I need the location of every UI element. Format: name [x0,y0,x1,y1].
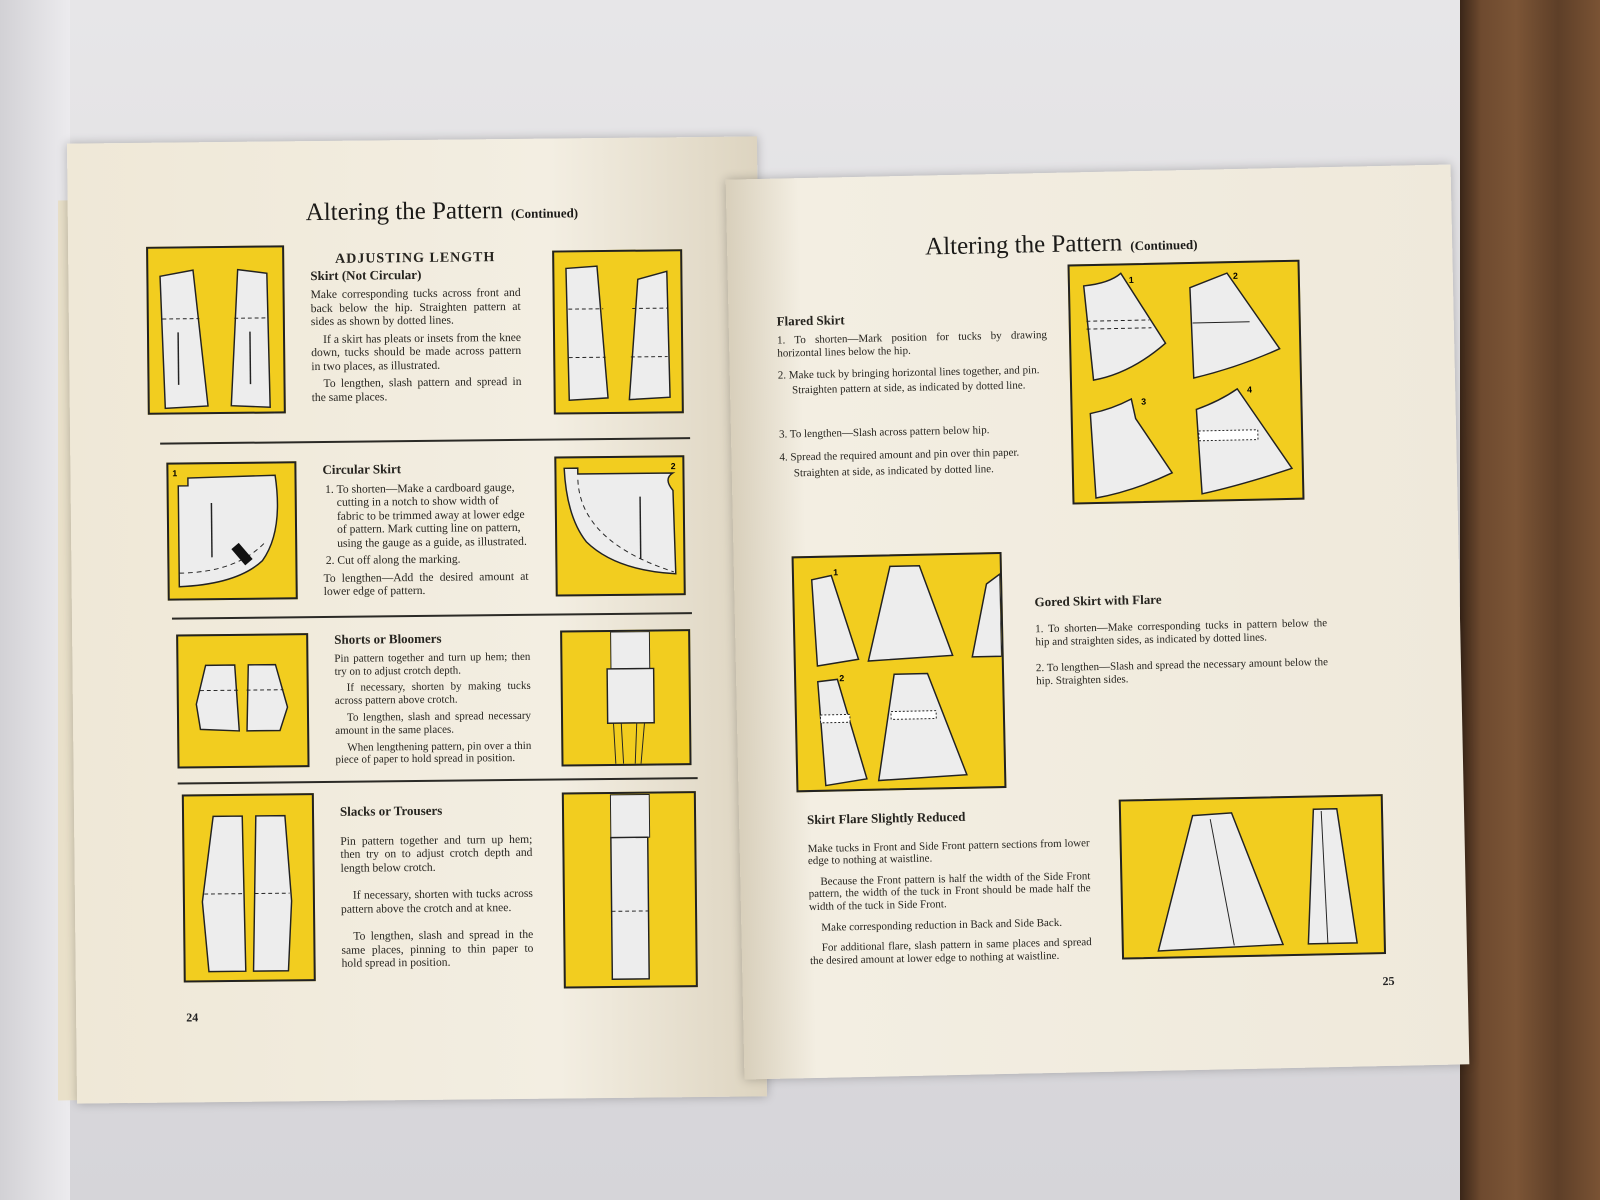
paragraph: Make tucks in Front and Side Front pattern sections from lower edge to nothing at waistline. [807,836,1090,868]
illustration-shorts-pattern [176,633,309,768]
section-subheading: Flared Skirt [776,312,845,329]
section-subheading: Skirt Flare Slightly Reduced [806,808,966,828]
step-item: 2. Cut off along the marking. [337,552,528,567]
page-title [306,196,579,227]
illustration-slacks-pattern [182,793,316,982]
page-number: 25 [1382,973,1395,989]
section-divider [178,777,698,784]
paragraph: If a skirt has pleats or insets from the knee down, tucks should be made across pattern in two places, as illustrated. [311,330,522,373]
section-shorts-or-bloomers [334,632,531,771]
illustration-skirt-two-tucks [552,249,684,414]
step-text: To shorten—Make corresponding tucks in pattern below the hip and straighten sides, as indicated by dotted lines. [1035,616,1328,649]
page-number: 24 [186,1010,199,1025]
section-subheading: Circular Skirt [322,461,402,477]
paragraph: Make corresponding reduction in Back and Side Back. [821,916,1063,934]
section-flared-skirt: Flared Skirt 1. To shorten—Mark position for tucks by drawing horizontal lines below the hip. 2. Make tuck by bringing horizontal lines together, and pin. Straighten pattern at side, as indicated by dotted line. 3. To lengthen—Slash across pattern below hip. 4. Spread the required amount and pin over thin paper. Straighten at side, as indicated by dotted line. [776,309,1050,485]
step-text: Make tuck by bringing horizontal lines together, and pin. [788,363,1040,381]
section-heading: ADJUSTING LENGTH [334,250,496,267]
page-title-suffix: (Continued) [510,205,579,221]
section-divider [160,437,690,445]
section-subheading: Skirt (Not Circular) [310,266,422,283]
step-item: 1. To shorten—Make a cardboard gauge, cutting in a notch to show width of fabric to be trimmed away at lower edge of pattern. Mark cutting line on pattern, using the gauge as a guide, as illustrated. [337,480,529,549]
illustration-skirt-not-circular [146,245,286,414]
svg-text:2: 2 [670,461,676,472]
paragraph: To lengthen, slash and spread in the same places, pinning to thin paper to hold spread in position. [341,927,534,970]
illustration-circular-skirt-2 [554,455,685,596]
paragraph: To lengthen—Add the desired amount at lower edge of pattern. [323,569,529,598]
paragraph: Pin pattern together and turn up hem; then try on to adjust crotch depth. [334,650,531,678]
wood-table-background [1460,0,1600,1200]
paragraph: Pin pattern together and turn up hem; then try on to adjust crotch depth and length below crotch. [340,832,533,875]
section-slacks-or-trousers [340,803,534,975]
svg-text:1: 1 [172,468,178,479]
svg-text:3: 3 [1141,396,1147,407]
illustration-shorts-figure [560,629,691,766]
step-note: Straighten at side, as indicated by dotted line. [793,462,994,479]
paragraph: Because the Front pattern is half the width of the Side Front pattern, the width of the tuck in Front should be made half the width of the tuck in Side Front. [808,869,1091,914]
svg-text:4: 4 [1246,384,1253,395]
paragraph: To lengthen, slash and spread necessary amount in the same places. [335,709,532,737]
right-page [726,165,1470,1080]
step-text: To shorten—Mark position for tucks by drawing horizontal lines below the hip. [777,328,1048,360]
page-title-text: Altering the Pattern [305,197,504,227]
svg-text:1: 1 [1128,274,1134,286]
paragraph: If necessary, shorten by making tucks across pattern above crotch. [334,680,531,708]
section-subheading: Slacks or Trousers [339,802,443,819]
svg-text:2: 2 [1232,270,1238,281]
illustration-skirt-flare-reduced [1119,794,1386,959]
step-text: Spread the required amount and pin over thin paper. [790,446,1020,464]
page-title-suffix: (Continued) [1130,236,1198,254]
illustration-circular-skirt-1 [166,461,297,600]
paragraph: For additional flare, slash pattern in same places and spread the desired amount at lower edge to nothing at waistline. [809,936,1092,967]
section-adjusting-length [310,251,522,408]
section-divider [172,612,692,619]
svg-text:1: 1 [833,567,839,578]
paragraph: Make corresponding tucks across front and back below the hip. Straighten pattern at sides as shown by dotted lines. [310,285,521,329]
section-circular-skirt [322,461,528,603]
svg-text:2: 2 [839,673,845,684]
paragraph: To lengthen, slash pattern and spread in the same places. [311,374,522,404]
illustration-flared-skirt [1068,260,1305,505]
illustration-gored-skirt [792,552,1007,792]
section-skirt-flare-slightly-reduced [807,808,1092,971]
page-title [925,228,1198,262]
paragraph: If necessary, shorten with tucks across pattern above the crotch and at knee. [340,886,533,916]
step-note: Straighten pattern at side, as indicated by dotted line. [791,379,1026,397]
left-page [67,136,767,1103]
section-gored-skirt-with-flare: Gored Skirt with Flare 1. To shorten—Make corresponding tucks in pattern below the hip and straighten sides, as indicated by dotted lines. 2. To lengthen—Slash and spread the necessary amount below the hip. Straighten sides. [1034,589,1328,693]
step-text: To lengthen—Slash across pattern below hip. [789,423,990,440]
section-subheading: Gored Skirt with Flare [1034,591,1162,610]
step-text: To lengthen—Slash and spread the necessary amount below the hip. Straighten sides. [1036,655,1329,688]
illustration-slacks-figure [562,791,698,988]
page-title-text: Altering the Pattern [924,229,1123,261]
section-subheading: Shorts or Bloomers [334,630,442,647]
paragraph: When lengthening pattern, pin over a thin piece of paper to hold spread in position. [335,739,532,767]
